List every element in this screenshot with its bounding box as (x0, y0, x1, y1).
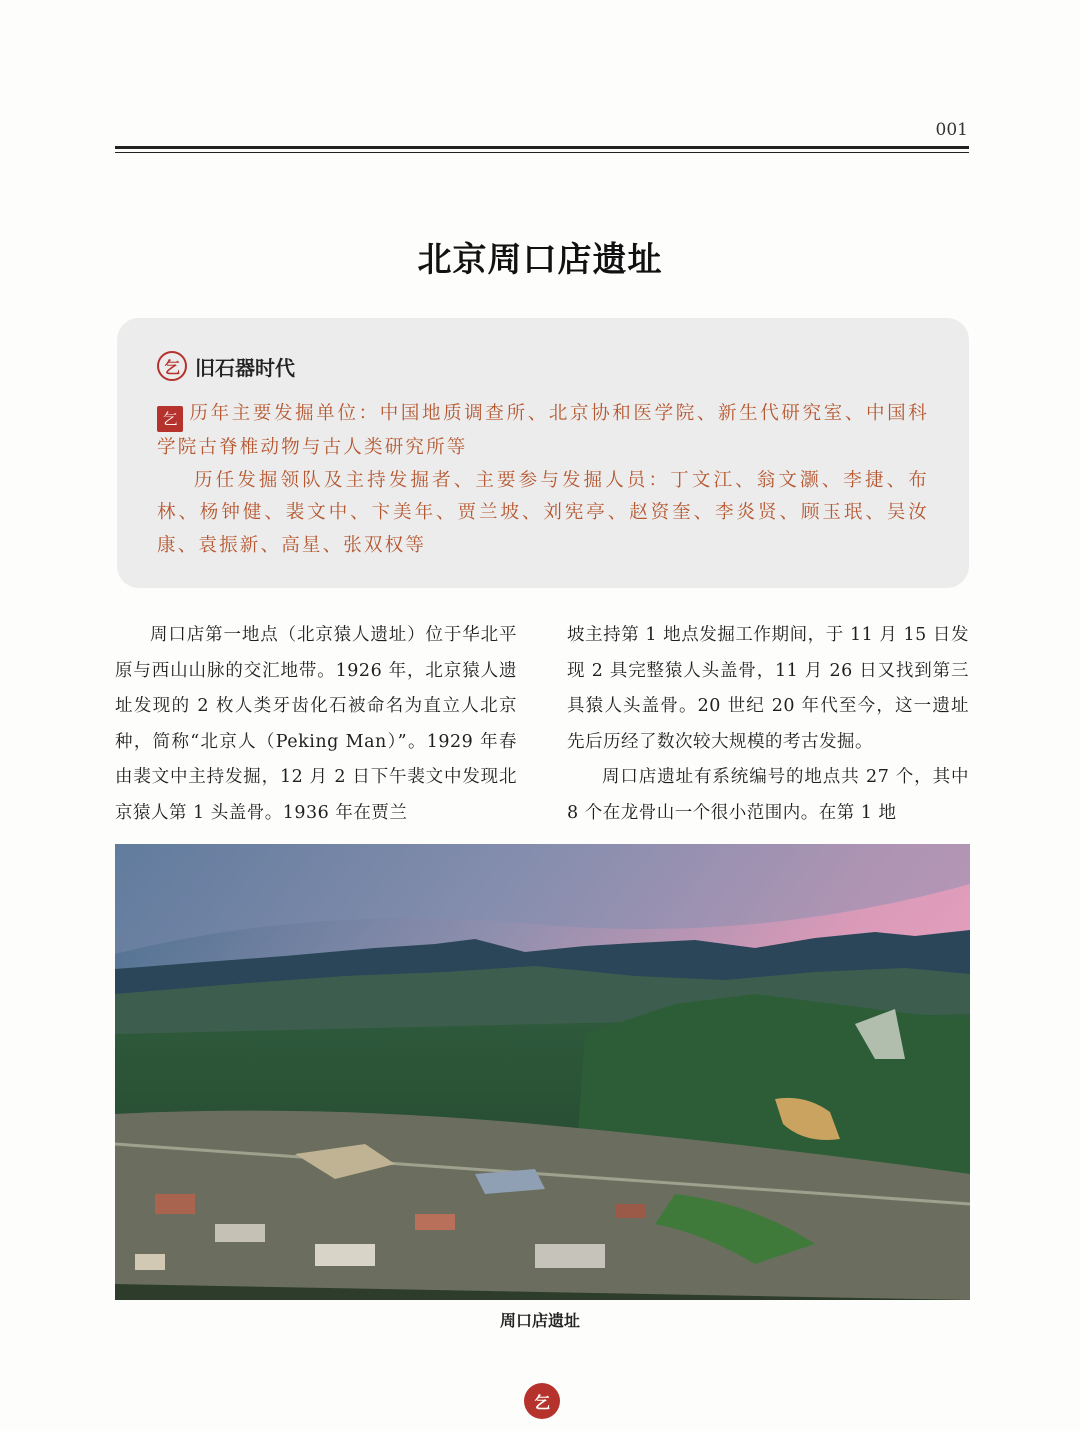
page-title: 北京周口店遗址 (417, 240, 663, 280)
body-paragraph: 周口店第一地点（北京猿人遗址）位于华北平原与西山山脉的交汇地带。1926 年，北京猿人遗址发现的 2 枚人类牙齿化石被命名为直立人北京种，简称“北京人（Peking Man）”。1929 年春由裴文中主持发掘，12 月 2 日下午裴文中发现北京猿人第 1 头盖骨。1936 年在贾兰 (115, 625, 517, 823)
left-column (115, 618, 517, 831)
period-row (157, 348, 929, 384)
right-column (567, 618, 969, 831)
info-box (117, 318, 969, 588)
excavation-units (157, 398, 929, 465)
excavation-people: 历任发掘领队及主持发掘者、主要参与发掘人员：丁文江、翁文灏、李捷、布林、杨钟健、裴文中、卞美年、贾兰坡、刘宪亭、赵资奎、李炎贤、顾玉珉、吴汝康、袁振新、高星、张双权等 (157, 469, 929, 556)
body-paragraph: 坡主持第 1 地点发掘工作期间，于 11 月 15 日发现 2 具完整猿人头盖骨，11 月 26 日又找到第三具猿人头盖骨。20 世纪 20 年代至今，这一遗址先后历经了数次较大规模的考古发掘。 (567, 625, 969, 752)
body-paragraph: 周口店遗址有系统编号的地点共 27 个，其中 8 个在龙骨山一个很小范围内。在第 1 地 (567, 767, 969, 823)
units-text: 历年主要发掘单位：中国地质调查所、北京协和医学院、新生代研究室、中国科学院古脊椎动物与古人类研究所等 (157, 403, 929, 459)
stamp-icon: 乞 (157, 406, 183, 432)
footer-logo-icon: 乞 (524, 1383, 560, 1419)
page-number: 001 (935, 120, 968, 140)
photo-caption: 周口店遗址 (499, 1311, 580, 1330)
period-label: 旧石器时代 (195, 355, 295, 380)
header-rule (115, 146, 969, 153)
body-columns (115, 618, 969, 831)
site-photo (115, 844, 970, 1300)
excavation-info (157, 398, 929, 562)
seal-icon: 乞 (157, 351, 187, 381)
